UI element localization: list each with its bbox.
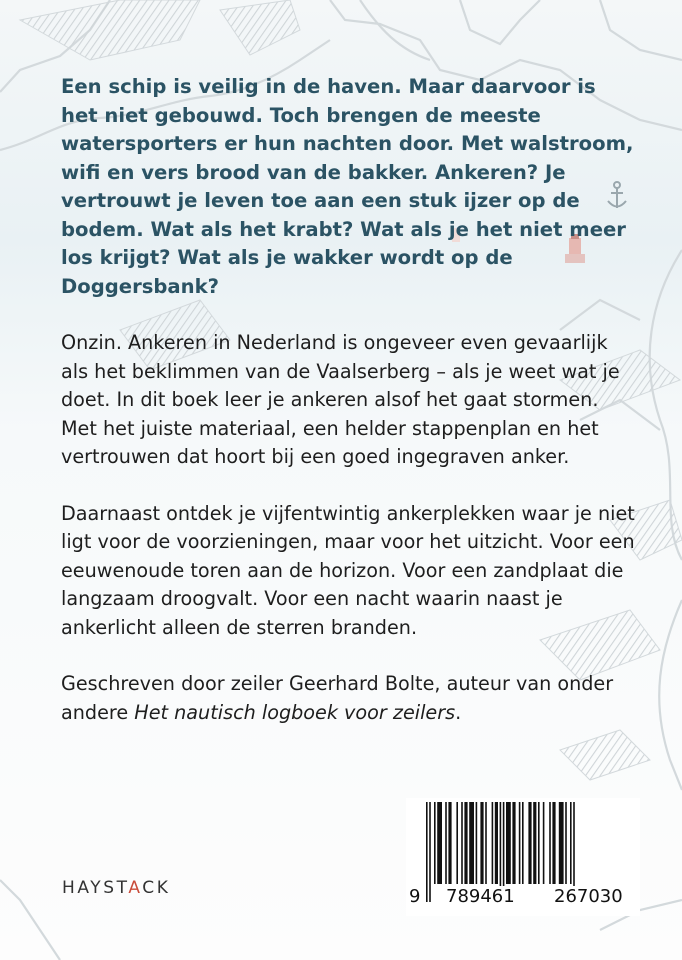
barcode-bar <box>549 802 551 884</box>
barcode-bar <box>559 802 564 884</box>
publisher-logo-accent: A <box>128 878 143 898</box>
author-book-title: Het nautisch logboek voor zeilers <box>134 700 456 724</box>
barcode-bar <box>456 802 458 884</box>
barcode-bar <box>437 802 442 884</box>
isbn-digits <box>406 884 640 908</box>
barcode-bar <box>519 802 521 884</box>
barcode-bar <box>552 802 555 884</box>
isbn-group-2: 267030 <box>554 886 623 907</box>
barcode-bar <box>476 802 478 884</box>
barcode-bar <box>512 802 515 884</box>
barcode-bar <box>434 802 436 884</box>
author-text: Geschreven door zeiler Geerhard Bolte, auteur van onder andere <box>61 672 614 724</box>
barcode-bar <box>538 802 540 884</box>
publisher-logo: HAYSTACK <box>62 878 171 898</box>
barcode-bar <box>448 802 451 884</box>
barcode-bar <box>445 802 447 884</box>
barcode-bar <box>533 802 536 884</box>
barcode-bar <box>565 802 567 884</box>
isbn-group-1: 789461 <box>446 886 515 907</box>
barcode-bar <box>506 802 511 884</box>
author-end: . <box>455 700 462 724</box>
barcode-bar <box>492 802 494 884</box>
barcode-bar <box>485 802 487 884</box>
barcode-bar <box>495 802 498 884</box>
barcode-bar <box>461 802 463 884</box>
intro-paragraph: Een schip is veilig in de haven. Maar daarvoor is het niet gebouwd. Toch brengen de meeste watersporters er hun nachten door. Met walstroom, wifi en vers brood van de bakker. Ankeren? Je vertrouwt je leven toe aan een stuk ijzer op de bodem. Wat als het krabt? Wat als je het niet meer los krijgt? Wat als je wakker wordt op de Doggersbank? <box>61 75 634 298</box>
barcode-bar <box>464 802 467 884</box>
body-paragraph-2: Daarnaast ontdek je vijfentwintig ankerplekken waar je niet ligt voor de voorzieningen, maar voor het uitzicht. Voor een eeuwenoude toren aan de horizon. Voor een zandplaat die langzaam droogvalt. Voor een nacht waarin naast je ankerlicht alleen de sterren branden. <box>61 501 635 639</box>
barcode-bar <box>469 802 474 884</box>
author-paragraph <box>61 670 636 727</box>
barcode-bar <box>570 802 572 884</box>
barcode-bar <box>543 802 545 884</box>
isbn-first-digit: 9 <box>409 886 421 907</box>
back-cover-blurb <box>61 73 636 727</box>
body-paragraph-1: Onzin. Ankeren in Nederland is ongeveer even gevaarlijk als het beklimmen van de Vaalserberg – als je weet wat je doet. In dit boek leer je ankeren alsof het gaat stormen. Met het juiste materiaal, een helder stappenplan en het vertrouwen dat hoort bij een goed ingegraven anker. <box>61 331 620 468</box>
barcode-bar <box>480 802 483 884</box>
barcode-bar <box>528 802 531 884</box>
barcode-bar <box>522 802 524 884</box>
